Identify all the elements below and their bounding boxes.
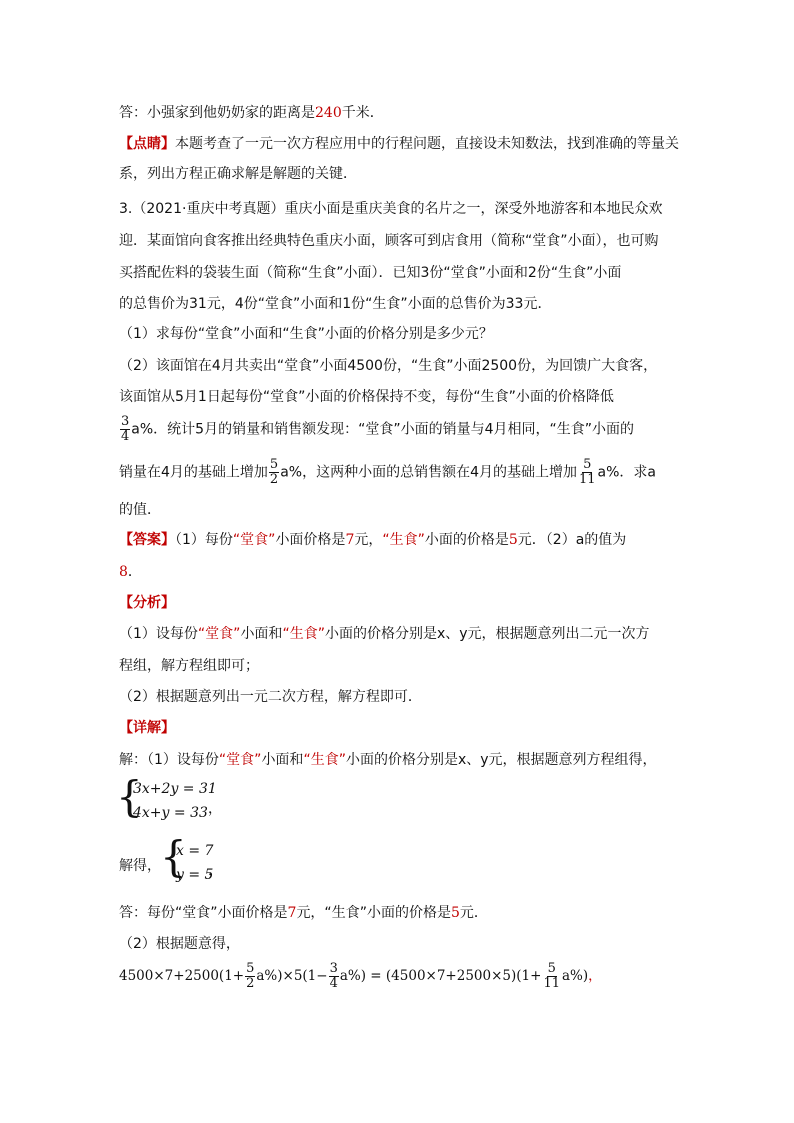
question-2-text-3: a%．统计5月的销量和销售额发现：“堂食”小面的销量与4月相同，“生食”小面的	[131, 421, 634, 438]
detail-tangshi: “堂食”	[218, 752, 262, 768]
detail-part-2-text: （2）根据题意得，	[119, 936, 240, 952]
equation-part: 4500×7+2500(1+	[119, 968, 245, 984]
detail-text: 小面和	[261, 752, 304, 768]
detail-answer-text: 答：每份“堂食”小面价格是	[119, 905, 288, 921]
problem-text-3: 买搭配佐料的袋装生面（简称“生食”小面）．已知3份“堂食”小面和2份“生食”小面	[119, 265, 622, 281]
analysis-text: 小面的价格分别是x、y元，根据题意列出二元一次方	[324, 626, 650, 642]
dianjing-text-2: 系，列出方程正确求解是解题的关键．	[119, 166, 357, 182]
answer-line-1	[119, 530, 626, 550]
analysis-shengshi: “生食”	[282, 626, 325, 642]
analysis-text: 程组，解方程组即可；	[119, 658, 259, 674]
question-2-text-1: （2）该面馆在4月共卖出“堂食”小面4500份，“生食”小面2500份，为回馈广大食客，	[119, 358, 658, 374]
dianjing-tag: 【点睛】	[119, 136, 175, 152]
answer-suffix: 千米．	[341, 105, 384, 121]
fraction-numerator: 3	[329, 961, 338, 976]
answer-line-2	[119, 562, 142, 582]
fraction-3-4	[120, 415, 130, 444]
answer-value: 240	[315, 105, 342, 121]
fraction-numerator: 5	[246, 961, 255, 976]
answer-text: ．	[127, 564, 142, 580]
question-2-text-4c: a%．求a	[597, 464, 657, 481]
analysis-text: （2）根据题意列出一元二次方程，解方程即可．	[119, 689, 422, 705]
dianjing-line-2	[119, 164, 357, 184]
fraction-numerator: 5	[547, 961, 556, 976]
answer-distance-line	[119, 103, 384, 123]
system-1-eq-2: 4x+y = 33	[133, 805, 208, 821]
fraction-5-11	[578, 458, 597, 487]
problem-number: 3.	[119, 201, 133, 217]
question-2-line-4	[119, 458, 656, 487]
problem-line-3	[119, 263, 621, 283]
analysis-tag: 【分析】	[119, 595, 175, 611]
analysis-line-3	[119, 687, 422, 707]
question-2-text-5: 的值．	[119, 502, 161, 518]
detail-answer-text: 元．	[459, 905, 488, 921]
analysis-tangshi: “堂食”	[197, 626, 241, 642]
fraction-denominator: 2	[269, 472, 279, 487]
problem-text-4: 的总售价为31元，4份“堂食”小面和1份“生食”小面的总售价为33元．	[119, 296, 552, 312]
system-2-tail: ，	[208, 863, 222, 879]
question-2-text-2: 该面馆从5月1日起每份“堂食”小面的价格保持不变，每份“生食”小面的价格降低	[119, 389, 614, 405]
detail-part-2	[119, 934, 240, 954]
detail-tag: 【详解】	[119, 720, 175, 736]
question-2-line-2	[119, 387, 614, 407]
problem-text-1: 重庆小面是重庆美食的名片之一，深受外地游客和本地民众欢	[284, 201, 663, 217]
answer-shengshi: “生食”	[382, 532, 425, 548]
equation-part: a%)×5(1−	[256, 968, 328, 984]
problem-line-4	[119, 294, 551, 314]
detail-shengshi: “生食”	[303, 752, 346, 768]
equation-tail: ，	[588, 968, 602, 984]
equation-part: a%) = (4500×7+2500×5)(1+	[339, 968, 542, 984]
question-2-line-5	[119, 500, 161, 520]
detail-text: 小面的价格分别是x、y元，根据题意列方程组得，	[345, 752, 657, 768]
problem-text-2: 迎．某面馆向食客推出经典特色重庆小面，顾客可到店食用（简称“堂食”小面），也可购	[119, 233, 659, 249]
detail-line-1	[119, 750, 657, 770]
brace-icon: {	[160, 832, 187, 881]
detail-answer-value-7: 7	[287, 905, 297, 921]
detail-text: 解：（1）设每份	[119, 752, 219, 768]
question-1-text: （1）求每份“堂食”小面和“生食”小面的价格分别是多少元？	[119, 326, 493, 342]
fraction-numerator: 5	[583, 457, 592, 472]
analysis-line-2	[119, 656, 259, 676]
question-2-text-4b: a%，这两种小面的总销售额在4月的基础上增加	[280, 464, 577, 481]
answer-text: 小面的价格是	[424, 532, 509, 548]
fraction-denominator: 11	[579, 472, 596, 487]
problem-line-1	[119, 199, 662, 219]
main-equation	[119, 962, 602, 991]
detail-answer-text: 元，“生食”小面的价格是	[296, 905, 451, 921]
answer-text: （1）每份	[175, 532, 233, 548]
answer-value-5: 5	[508, 532, 518, 548]
solve-label	[119, 856, 161, 876]
equation-part: a%)	[562, 968, 589, 984]
answer-tangshi: “堂食”	[232, 532, 276, 548]
answer-text: 元．（2）a的值为	[517, 532, 627, 548]
system-1-eq-1: 3x+2y = 31	[133, 781, 217, 797]
fraction-3-4	[329, 962, 339, 991]
system-1-tail: ，	[208, 801, 222, 817]
dianjing-line-1	[119, 134, 679, 154]
detail-answer-value-5: 5	[450, 905, 460, 921]
dianjing-text-1: 本题考查了一元一次方程应用中的行程问题，直接设未知数法，找到准确的等量关	[175, 136, 679, 152]
detail-answer-line	[119, 903, 488, 923]
fraction-5-2	[245, 962, 255, 991]
fraction-numerator: 3	[121, 414, 130, 429]
problem-source: （2021·重庆中考真题）	[132, 201, 285, 217]
question-2-line-3	[119, 415, 634, 444]
fraction-denominator: 4	[121, 429, 130, 444]
answer-text: 元，	[354, 532, 383, 548]
fraction-5-11	[542, 962, 561, 991]
brace-icon: {	[116, 772, 143, 821]
answer-text: 小面价格是	[275, 532, 346, 548]
analysis-text: 小面和	[240, 626, 283, 642]
fraction-5-2	[269, 458, 279, 487]
answer-value-8: 8	[119, 564, 128, 580]
question-2-text-4a: 销量在4月的基础上增加	[119, 464, 268, 481]
analysis-text: （1）设每份	[119, 626, 198, 642]
system-2-eq-2: y = 5	[176, 867, 214, 883]
detail-header	[119, 718, 175, 738]
fraction-denominator: 4	[329, 976, 338, 991]
fraction-denominator: 2	[246, 976, 255, 991]
problem-line-2	[119, 231, 659, 251]
question-2-line-1	[119, 356, 657, 376]
system-2-eq-1: x = 7	[176, 843, 214, 859]
answer-prefix: 答：小强家到他奶奶家的距离是	[119, 105, 315, 121]
analysis-line-1	[119, 624, 650, 644]
fraction-numerator: 5	[269, 457, 279, 472]
answer-value-7: 7	[345, 532, 355, 548]
analysis-header	[119, 593, 175, 613]
answer-tag: 【答案】	[119, 532, 175, 548]
fraction-denominator: 11	[543, 976, 560, 991]
solve-label-text: 解得，	[119, 858, 161, 874]
question-1	[119, 324, 493, 344]
